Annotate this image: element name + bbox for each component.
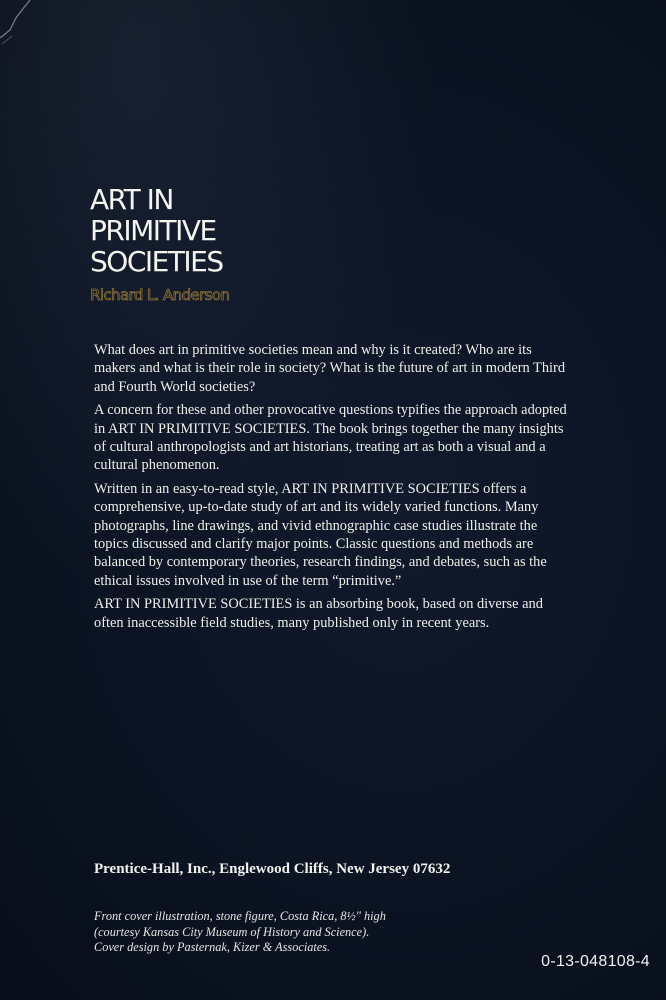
title-line-2: PRIMITIVE (90, 214, 216, 247)
book-description (94, 341, 572, 637)
description-paragraph-1: What does art in primitive societies mean and why is it created? Who are its makers and what is their role in society? What is the future of art in modern Third and Fourth World societies? (94, 342, 566, 395)
corner-crease (0, 0, 40, 60)
publisher-line: Prentice-Hall, Inc., Englewood Cliffs, New Jersey 07632 (94, 861, 451, 877)
credit-line-2: (courtesy Kansas City Museum of History and Science). (94, 924, 370, 939)
description-paragraph-2: A concern for these and other provocative questions typifies the approach adopted in ART IN PRIMITIVE SOCIETIES. The book brings together the many insights of cultural anthropologists and art historians, treating art as both a visual and a cultural phenomenon. (94, 402, 567, 474)
cover-credits (94, 909, 474, 956)
title-line-1: ART IN (90, 183, 173, 216)
isbn-number: 0-13-048108-4 (541, 953, 650, 970)
book-title (90, 184, 223, 277)
title-line-3: SOCIETIES (90, 245, 223, 278)
description-paragraph-4: ART IN PRIMITIVE SOCIETIES is an absorbing book, based on diverse and often inaccessible field studies, many published only in recent years. (94, 596, 543, 631)
credit-line-3: Cover design by Pasternak, Kizer & Associates. (94, 940, 331, 955)
author-name: Richard L. Anderson (90, 286, 230, 304)
credit-line-1: Front cover illustration, stone figure, Costa Rica, 8½" high (94, 909, 386, 923)
description-paragraph-3: Written in an easy-to-read style, ART IN PRIMITIVE SOCIETIES offers a comprehensive, up-to-date study of art and its widely varied functions. Many photographs, line drawings, and vivid ethnographic case studies illustrate the topics discussed and clarify major points. Classic questions and methods are balanced by contemporary theories, research findings, and debates, such as the ethical issues involved in use of the term “primitive.” (94, 480, 547, 589)
